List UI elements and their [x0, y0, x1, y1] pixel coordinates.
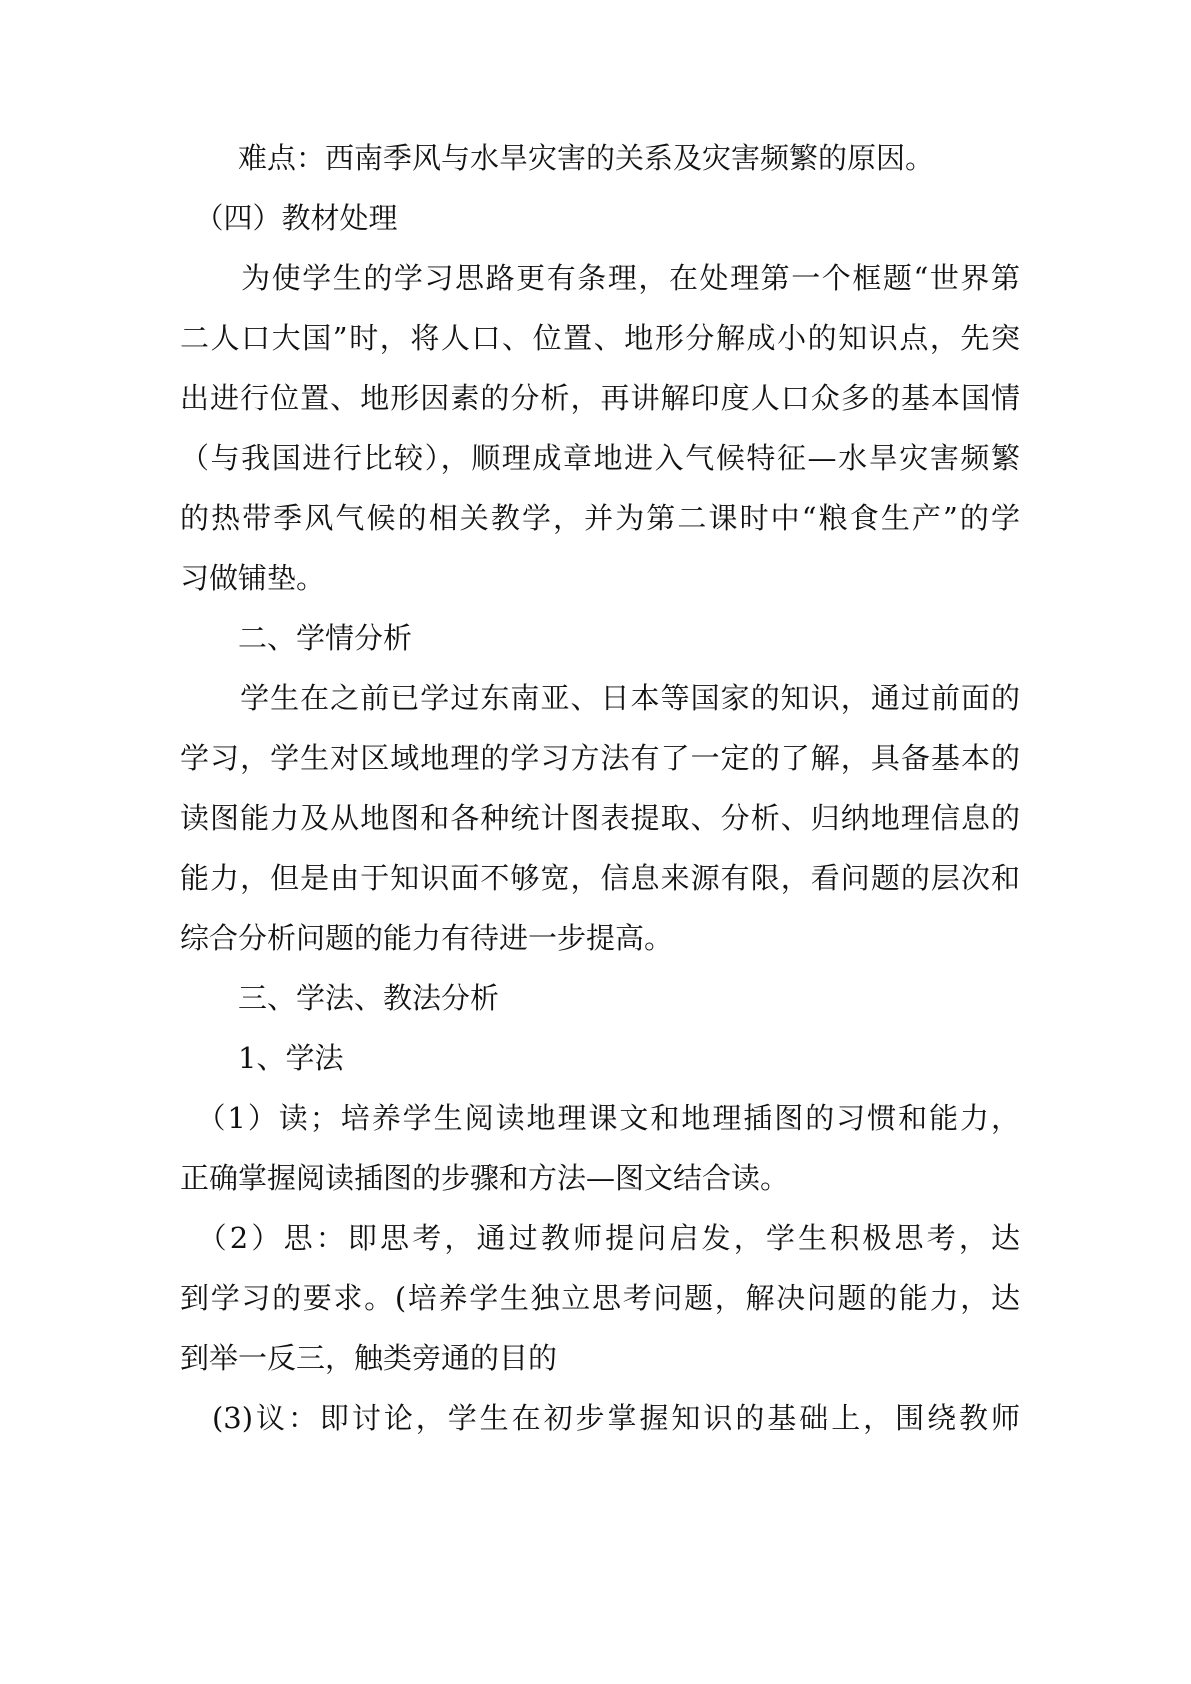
paragraph-line: （与我国进行比较），顺理成章地进入气候特征—水旱灾害频繁 — [180, 441, 1020, 475]
list-item-line: 到举一反三，触类旁通的目的 — [180, 1341, 558, 1375]
paragraph-line: 读图能力及从地图和各种统计图表提取、分析、归纳地理信息的 — [180, 801, 1020, 835]
section-heading-textbook-handling: （四）教材处理 — [180, 201, 398, 235]
paragraph-line: 能力，但是由于知识面不够宽，信息来源有限，看问题的层次和 — [180, 861, 1020, 895]
section-heading-methods: 三、学法、教法分析 — [180, 981, 500, 1015]
list-item-line: （2）思：即思考，通过教师提问启发，学生积极思考，达 — [180, 1221, 1020, 1255]
section-heading-learning-analysis: 二、学情分析 — [180, 621, 413, 655]
paragraph-line: 的热带季风气候的相关教学，并为第二课时中“粮食生产”的学 — [180, 501, 1020, 535]
paragraph-line: 学习，学生对区域地理的学习方法有了一定的了解，具备基本的 — [180, 741, 1020, 775]
paragraph-line: 出进行位置、地形因素的分析，再讲解印度人口众多的基本国情 — [180, 381, 1020, 415]
paragraph-line: 综合分析问题的能力有待进一步提高。 — [180, 921, 674, 955]
paragraph-line: 为使学生的学习思路更有条理，在处理第一个框题“世界第 — [180, 261, 1020, 295]
subheading-learning-method: 1、学法 — [180, 1041, 344, 1075]
list-item-line: 正确掌握阅读插图的步骤和方法—图文结合读。 — [180, 1161, 790, 1195]
list-item-line: 到学习的要求。(培养学生独立思考问题，解决问题的能力，达 — [180, 1281, 1020, 1315]
list-item-line: （1）读；培养学生阅读地理课文和地理插图的习惯和能力， — [180, 1101, 1020, 1135]
paragraph-line: 习做铺垫。 — [180, 561, 326, 595]
text-line-difficulty: 难点：西南季风与水旱灾害的关系及灾害频繁的原因。 — [180, 141, 935, 175]
paragraph-line: 二人口大国”时，将人口、位置、地形分解成小的知识点，先突 — [180, 321, 1020, 355]
paragraph-line: 学生在之前已学过东南亚、日本等国家的知识，通过前面的 — [180, 681, 1020, 715]
list-item-line: (3)议：即讨论，学生在初步掌握知识的基础上，围绕教师 — [180, 1401, 1020, 1435]
